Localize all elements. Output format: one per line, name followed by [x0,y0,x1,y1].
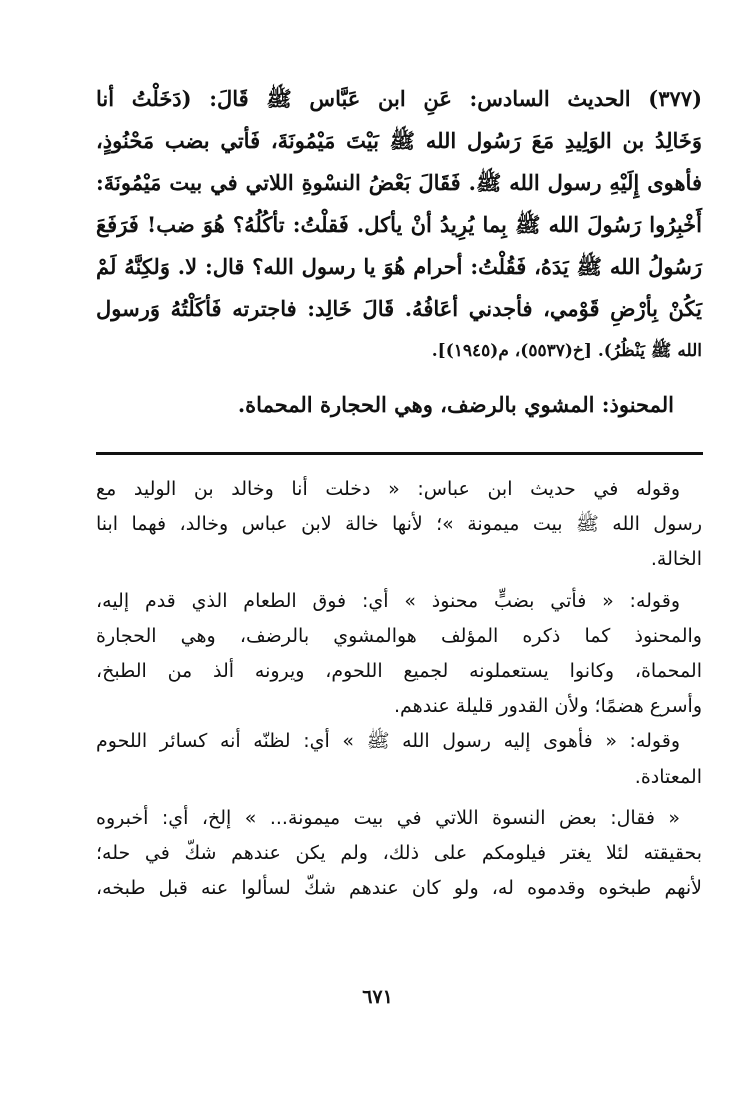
commentary-line: وقوله في حديث ابن عباس: « دخلت أنا وخالد بن الوليد مع [96,478,680,500]
hadith-text-block [96,78,702,372]
hadith-line: يَكُنْ بِأرْضِ قَوْمي، فأجدني أعَافُهُ. قَالَ خَالِد: فاجترته فَأكَلْتُهُ وَرسول [96,296,702,321]
hadith-line: رَسُولُ الله ﷺ يَدَهُ، فَقُلْتُ: أحرام هُوَ يا رسول الله؟ قال: لا. وَلكِنَّهُ لَمْ [96,254,702,279]
section-divider [96,452,703,455]
commentary-line: المحماة، وكانوا يستعملونه لجميع اللحوم، ويرونه ألذ من الطبخ، [96,659,702,682]
commentary-line: والمحنوذ كما ذكره المؤلف هوالمشوي بالرضف، وهي الحجارة [96,624,702,647]
hadith-line-with-reference: الله ﷺ يَنْظُرُ). [خ(٥٥٣٧)، م(١٩٤٥)]. [431,341,702,361]
hadith-line: أَخْبِرُوا رَسُولَ الله ﷺ بِما يُرِيدُ أنْ يأكل. فَقلْتُ: تأكُلُهُ؟ هُوَ ضب! فَرَفَعَ [96,212,702,237]
commentary-line: وأسرع هضمًا؛ ولأن القدور قليلة عندهم. [394,695,702,718]
page-number: ٦٧١ [362,986,393,1008]
commentary-line: رسول الله ﷺ بيت ميمونة »؛ لأنها خالة لابن عباس وخالد، فهما ابنا [96,513,702,536]
commentary-line: المعتادة. [634,765,702,788]
commentary-line: الخالة. [650,548,702,571]
commentary-line: وقوله: « فأتي بضبٍّ محنوذ » أي: فوق الطعام الذي قدم إليه، [96,589,680,612]
hadith-line: وَخَالِدُ بن الوَلِيدِ مَعَ رَسُول الله ﷺ بَيْتَ مَيْمُونَةَ، فَأتي بضب مَحْنُوذٍ، [96,128,702,153]
hadith-line: (٣٧٧) الحديث السادس: عَنِ ابن عَبَّاس ﷺ قَالَ: (دَخَلْتُ أنا [96,86,702,111]
commentary-line: لأنهم طبخوه وقدموه له، ولو كان عندهم شكّ لسألوا عنه قبل طبخه، [96,877,702,900]
commentary-line: « فقال: بعض النسوة اللاتي في بيت ميمونة... » إلخ، أي: أخبروه [96,806,680,829]
hadith-line: فأهوى إِلَيْهِ رسول الله ﷺ. فَقَالَ بَعْضُ النسْوةِ اللاتي في بيت مَيْمُونَةَ: [96,170,702,195]
hadith-gloss: المحنوذ: المشوي بالرضف، وهي الحجارة المحماة. [237,392,674,417]
commentary-block [96,472,702,906]
commentary-line: بحقيقته لئلا يغتر فيلومكم على ذلك، ولم يكن عندهم شكّ في حله؛ [96,841,702,864]
commentary-line: وقوله: « فأهوى إليه رسول الله ﷺ » أي: لظنّه أنه كسائر اللحوم [96,730,680,753]
